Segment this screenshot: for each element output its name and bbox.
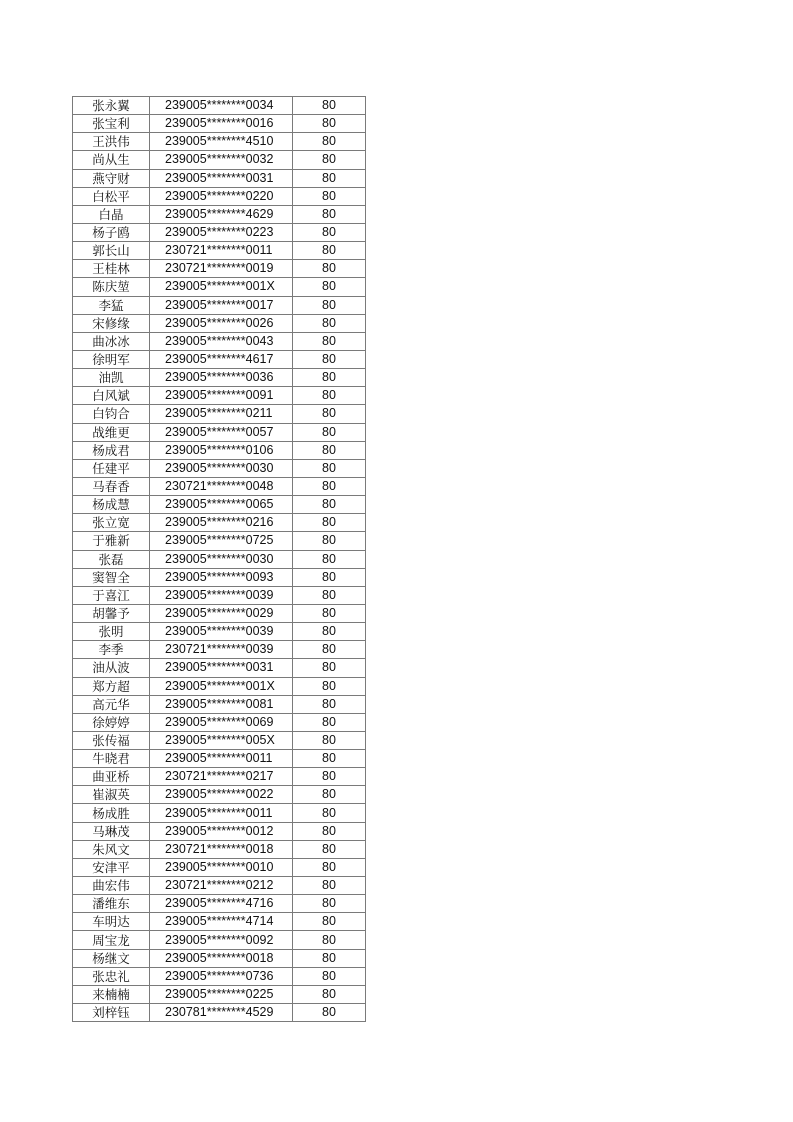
name-cell: 张忠礼 [73,967,150,985]
table-row [73,133,366,151]
score-cell: 80 [293,677,366,695]
table-row [73,985,366,1003]
table-row [73,242,366,260]
table-row [73,568,366,586]
id-number-cell: 239005********0018 [150,949,293,967]
id-number-cell: 239005********4629 [150,205,293,223]
score-cell: 80 [293,496,366,514]
name-cell: 张永翼 [73,97,150,115]
score-cell: 80 [293,278,366,296]
id-number-cell: 239005********0011 [150,804,293,822]
table-row [73,314,366,332]
id-number-cell: 230721********0019 [150,260,293,278]
score-cell: 80 [293,441,366,459]
score-cell: 80 [293,242,366,260]
score-cell: 80 [293,332,366,350]
id-number-cell: 239005********0725 [150,532,293,550]
table-row [73,223,366,241]
name-cell: 杨继文 [73,949,150,967]
id-number-cell: 230721********0212 [150,877,293,895]
name-cell: 窦智全 [73,568,150,586]
table-row [73,97,366,115]
score-cell: 80 [293,822,366,840]
score-cell: 80 [293,205,366,223]
score-cell: 80 [293,97,366,115]
table-row [73,750,366,768]
score-cell: 80 [293,659,366,677]
score-cell: 80 [293,260,366,278]
id-number-cell: 239005********0069 [150,713,293,731]
table-row [73,369,366,387]
id-number-cell: 239005********0030 [150,459,293,477]
id-number-cell: 239005********4716 [150,895,293,913]
name-cell: 张宝利 [73,115,150,133]
name-cell: 胡馨予 [73,604,150,622]
table-row [73,659,366,677]
table-row [73,877,366,895]
table-row [73,169,366,187]
name-cell: 陈庆堃 [73,278,150,296]
id-number-cell: 239005********0225 [150,985,293,1003]
table-row [73,1004,366,1022]
score-cell: 80 [293,641,366,659]
table-row [73,822,366,840]
id-number-cell: 239005********4510 [150,133,293,151]
table-row [73,931,366,949]
id-number-cell: 239005********005X [150,731,293,749]
score-cell: 80 [293,858,366,876]
score-cell: 80 [293,1004,366,1022]
table-row [73,441,366,459]
table-row [73,913,366,931]
name-cell: 油凯 [73,369,150,387]
id-number-cell: 239005********0216 [150,514,293,532]
roster-table-body [73,97,366,1022]
table-row [73,586,366,604]
score-cell: 80 [293,459,366,477]
table-row [73,895,366,913]
name-cell: 宋修缘 [73,314,150,332]
name-cell: 李季 [73,641,150,659]
score-cell: 80 [293,604,366,622]
id-number-cell: 239005********0012 [150,822,293,840]
name-cell: 于雅新 [73,532,150,550]
name-cell: 车明达 [73,913,150,931]
id-number-cell: 239005********0093 [150,568,293,586]
id-number-cell: 239005********0031 [150,659,293,677]
name-cell: 曲亚桥 [73,768,150,786]
id-number-cell: 239005********0220 [150,187,293,205]
id-number-cell: 239005********4714 [150,913,293,931]
score-cell: 80 [293,568,366,586]
table-row [73,641,366,659]
name-cell: 任建平 [73,459,150,477]
id-number-cell: 230721********0018 [150,840,293,858]
table-row [73,695,366,713]
name-cell: 燕守财 [73,169,150,187]
table-row [73,496,366,514]
table-row [73,477,366,495]
score-cell: 80 [293,877,366,895]
table-row [73,115,366,133]
table-row [73,677,366,695]
name-cell: 崔淑英 [73,786,150,804]
id-number-cell: 239005********0211 [150,405,293,423]
score-cell: 80 [293,750,366,768]
name-cell: 张传福 [73,731,150,749]
id-number-cell: 239005********0010 [150,858,293,876]
score-cell: 80 [293,296,366,314]
name-cell: 杨成胜 [73,804,150,822]
name-cell: 曲冰冰 [73,332,150,350]
id-number-cell: 230721********0011 [150,242,293,260]
table-row [73,623,366,641]
score-cell: 80 [293,550,366,568]
name-cell: 来楠楠 [73,985,150,1003]
score-cell: 80 [293,768,366,786]
score-cell: 80 [293,532,366,550]
table-row [73,840,366,858]
id-number-cell: 239005********0065 [150,496,293,514]
score-cell: 80 [293,423,366,441]
id-number-cell: 239005********0106 [150,441,293,459]
name-cell: 刘梓钰 [73,1004,150,1022]
score-cell: 80 [293,731,366,749]
name-cell: 白钧合 [73,405,150,423]
score-cell: 80 [293,514,366,532]
id-number-cell: 239005********0081 [150,695,293,713]
name-cell: 徐明军 [73,350,150,368]
name-cell: 安津平 [73,858,150,876]
table-row [73,296,366,314]
name-cell: 尚从生 [73,151,150,169]
score-cell: 80 [293,115,366,133]
id-number-cell: 239005********0039 [150,586,293,604]
name-cell: 张立宽 [73,514,150,532]
name-cell: 于喜江 [73,586,150,604]
table-row [73,514,366,532]
table-row [73,786,366,804]
id-number-cell: 239005********0016 [150,115,293,133]
score-cell: 80 [293,695,366,713]
score-cell: 80 [293,151,366,169]
table-row [73,205,366,223]
name-cell: 杨成慧 [73,496,150,514]
id-number-cell: 239005********0057 [150,423,293,441]
score-cell: 80 [293,713,366,731]
name-cell: 郑方超 [73,677,150,695]
id-number-cell: 239005********0017 [150,296,293,314]
name-cell: 张磊 [73,550,150,568]
score-cell: 80 [293,223,366,241]
table-row [73,532,366,550]
name-cell: 马春香 [73,477,150,495]
id-number-cell: 230781********4529 [150,1004,293,1022]
score-cell: 80 [293,895,366,913]
table-row [73,187,366,205]
score-cell: 80 [293,369,366,387]
score-cell: 80 [293,387,366,405]
table-row [73,713,366,731]
score-cell: 80 [293,967,366,985]
name-cell: 王洪伟 [73,133,150,151]
table-row [73,387,366,405]
name-cell: 周宝龙 [73,931,150,949]
score-cell: 80 [293,350,366,368]
name-cell: 郭长山 [73,242,150,260]
score-cell: 80 [293,623,366,641]
table-row [73,459,366,477]
id-number-cell: 239005********0091 [150,387,293,405]
table-row [73,967,366,985]
id-number-cell: 239005********0043 [150,332,293,350]
name-cell: 徐婷婷 [73,713,150,731]
score-cell: 80 [293,133,366,151]
id-number-cell: 239005********0092 [150,931,293,949]
id-number-cell: 239005********0029 [150,604,293,622]
name-cell: 油从波 [73,659,150,677]
name-cell: 战维更 [73,423,150,441]
table-row [73,949,366,967]
id-number-cell: 230721********0217 [150,768,293,786]
table-row [73,405,366,423]
table-row [73,350,366,368]
score-cell: 80 [293,840,366,858]
table-row [73,332,366,350]
table-row [73,278,366,296]
score-cell: 80 [293,187,366,205]
table-row [73,260,366,278]
name-cell: 曲宏伟 [73,877,150,895]
name-cell: 杨成君 [73,441,150,459]
id-number-cell: 230721********0048 [150,477,293,495]
table-row [73,768,366,786]
name-cell: 牛晓君 [73,750,150,768]
name-cell: 高元华 [73,695,150,713]
id-number-cell: 239005********0030 [150,550,293,568]
score-cell: 80 [293,314,366,332]
name-cell: 白晶 [73,205,150,223]
table-row [73,858,366,876]
name-cell: 白松平 [73,187,150,205]
id-number-cell: 230721********0039 [150,641,293,659]
table-row [73,804,366,822]
id-number-cell: 239005********001X [150,677,293,695]
score-cell: 80 [293,169,366,187]
id-number-cell: 239005********0031 [150,169,293,187]
id-number-cell: 239005********4617 [150,350,293,368]
id-number-cell: 239005********0036 [150,369,293,387]
id-number-cell: 239005********001X [150,278,293,296]
id-number-cell: 239005********0032 [150,151,293,169]
id-number-cell: 239005********0039 [150,623,293,641]
table-row [73,604,366,622]
table-row [73,151,366,169]
score-cell: 80 [293,405,366,423]
score-cell: 80 [293,913,366,931]
name-cell: 杨子鸥 [73,223,150,241]
roster-table [72,96,366,1022]
score-cell: 80 [293,931,366,949]
score-cell: 80 [293,786,366,804]
id-number-cell: 239005********0034 [150,97,293,115]
id-number-cell: 239005********0736 [150,967,293,985]
score-cell: 80 [293,586,366,604]
name-cell: 李猛 [73,296,150,314]
name-cell: 马琳茂 [73,822,150,840]
name-cell: 王桂林 [73,260,150,278]
id-number-cell: 239005********0223 [150,223,293,241]
id-number-cell: 239005********0026 [150,314,293,332]
table-row [73,423,366,441]
name-cell: 白风斌 [73,387,150,405]
id-number-cell: 239005********0022 [150,786,293,804]
id-number-cell: 239005********0011 [150,750,293,768]
table-row [73,731,366,749]
score-cell: 80 [293,804,366,822]
table-row [73,550,366,568]
score-cell: 80 [293,985,366,1003]
name-cell: 潘维东 [73,895,150,913]
score-cell: 80 [293,477,366,495]
name-cell: 张明 [73,623,150,641]
name-cell: 朱风文 [73,840,150,858]
score-cell: 80 [293,949,366,967]
